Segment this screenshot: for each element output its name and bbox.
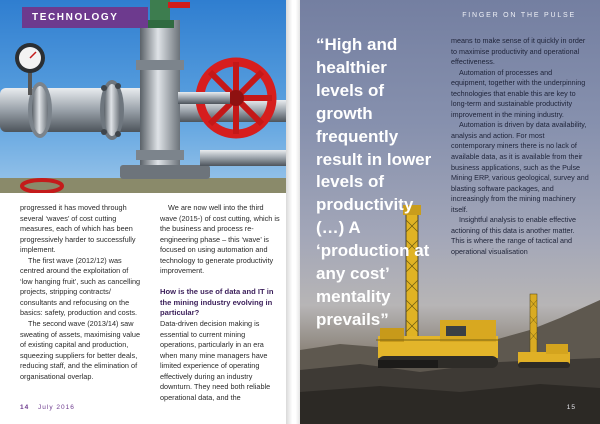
folio-left — [20, 404, 75, 411]
section-tab: TECHNOLOGY — [22, 7, 148, 28]
pull-quote: “High and healthier levels of growth frequently result in lower levels of productivity (…) A ‘production at any cost’ mentality prevails” — [316, 35, 432, 329]
left-page — [0, 0, 286, 424]
page-number: 14 — [20, 404, 30, 411]
right-page — [300, 0, 600, 424]
subheading: How is the use of data and IT in the mining industry evolving in particular? — [160, 287, 274, 318]
paragraph: Insightful analysis to enable effective actioning of this data is another matter. This is where the range of tactical and operational visualisation — [451, 215, 576, 256]
paragraph: Data-driven decision making is essential to current mining operations, particularly in an era when many mine managers have limited experience of operating effectively during an industry downturn. They need both reliable operational data, and the — [160, 318, 271, 402]
paragraph: The first wave (2012/12) was centred around the exploitation of ‘low hanging fruit’, such as cancelling projects, stripping contracts/ consultants and refocusing on the basics: safety, production and costs. — [20, 255, 141, 318]
paragraph: means to make sense of it quickly in order to maximise productivity and operational effectiveness. — [451, 36, 586, 67]
issue-date: July 2016 — [38, 404, 75, 411]
paragraph: We are now well into the third wave (2015-) of cost cutting, which is the business and process re-engineering phase – this ‘wave’ is focused on using automation and technology to generate productivity improvement. — [160, 203, 280, 276]
body-column-c — [451, 36, 589, 257]
paragraph: progressed it has moved through several ‘waves’ of cost cutting measures, each of which has been progressively harder to successfully implement. — [20, 203, 136, 255]
body-column-a — [20, 203, 142, 382]
page-gutter — [286, 0, 300, 424]
paragraph: Automation is driven by data availability, analysis and action. For most contemporary miners there is no lack of available data, as it is available from their business applications, such as the Pulse Mining ERP, various geological, survey and blasting software packages, and increasingly from the mining machinery itself. — [451, 120, 589, 214]
page-number: 15 — [566, 404, 576, 411]
pipeline-valve-photo — [0, 0, 286, 193]
paragraph: The second wave (2013/14) saw sweating of assets, maximising value of existing capital and production, squeezing suppliers for better deals, reducing staff, and the elimination of organisational overlap. — [20, 319, 141, 381]
body-column-b — [160, 203, 282, 403]
section-title: FINGER ON THE PULSE — [462, 12, 576, 19]
folio-right — [567, 404, 576, 411]
paragraph: Automation of processes and equipment, together with the underpinning technologies that enable this are key to long-term and sustainable productivity improvement in the mining industry. — [451, 67, 586, 119]
